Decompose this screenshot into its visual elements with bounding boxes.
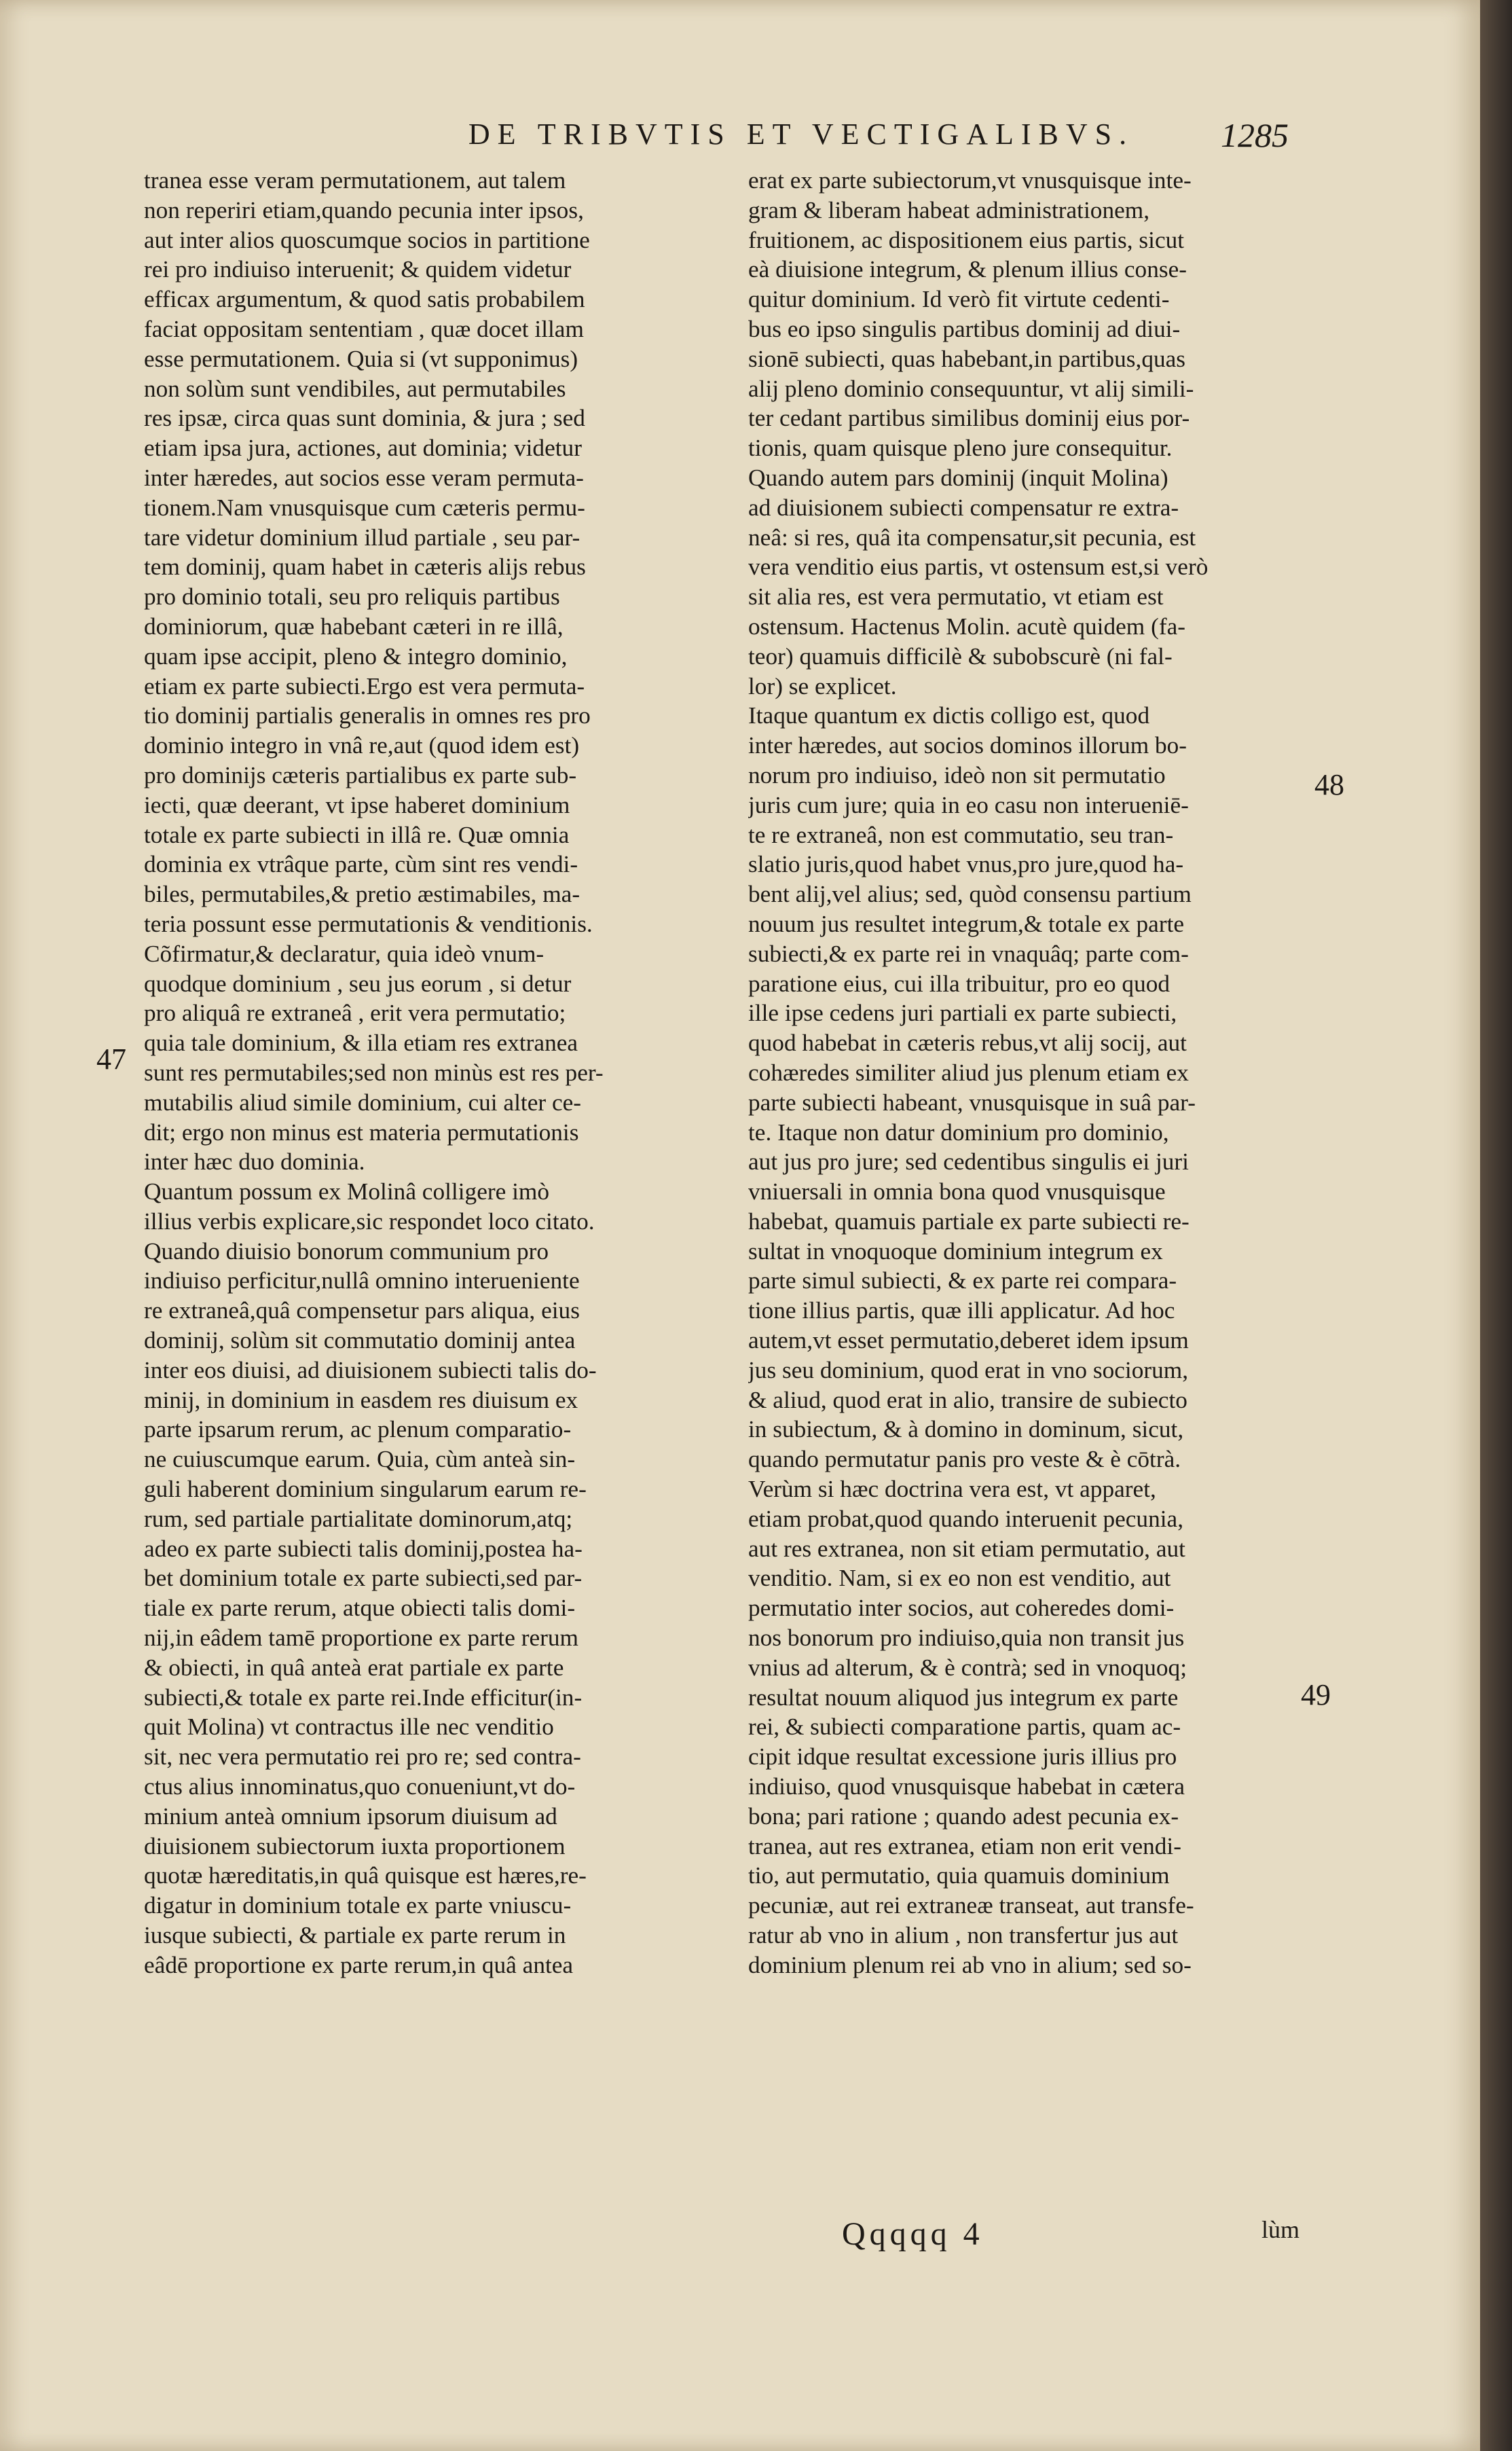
text-line: permutatio inter socios, aut coheredes domi- <box>748 1595 1175 1622</box>
text-line: sultat in vnoquoque dominium integrum ex <box>748 1237 1163 1265</box>
text-line: cipit idque resultat excessione juris illius pro <box>748 1743 1177 1771</box>
text-line: te re extraneâ, non est commutatio, seu tran- <box>748 821 1174 848</box>
right-text-column <box>748 166 1313 1980</box>
text-line: parte simul subiecti, & ex parte rei compara- <box>748 1267 1177 1294</box>
text-line: non reperiri etiam,quando pecunia inter ipsos, <box>144 196 584 223</box>
text-line: pro dominijs cæteris partialibus ex parte sub- <box>144 761 577 788</box>
text-line: minium anteà omnium ipsorum diuisum ad <box>144 1802 557 1830</box>
text-line: tranea, aut res extranea, etiam non erit vendi- <box>748 1832 1181 1859</box>
text-line: inter hæc duo dominia. <box>144 1148 365 1176</box>
text-line: parte subiecti habeant, vnusquisque in suâ par- <box>748 1089 1196 1116</box>
text-line: rum, sed partiale partialitate dominorum,atq; <box>144 1505 573 1532</box>
text-line: bona; pari ratione ; quando adest pecunia ex- <box>748 1802 1179 1830</box>
text-line: quod habebat in cæteris rebus,vt alij socij, aut <box>748 1030 1187 1057</box>
text-line: sionē subiecti, quas habebant,in partibus,quas <box>748 345 1186 372</box>
text-line: etiam ipsa jura, actiones, aut dominia; videtur <box>144 435 582 462</box>
text-line: faciat oppositam sententiam , quæ docet illam <box>144 315 584 342</box>
text-line: lor) se explicet. <box>748 672 897 700</box>
text-line: erat ex parte subiectorum,vt vnusquisque inte- <box>748 167 1192 194</box>
left-text-column <box>144 166 709 1980</box>
text-line: non solùm sunt vendibiles, aut permutabiles <box>144 375 566 402</box>
text-line: sunt res permutabiles;sed non minùs est res per- <box>144 1059 604 1086</box>
text-line: te. Itaque non datur dominium pro dominio, <box>748 1119 1169 1146</box>
text-line: subiecti,& totale ex parte rei.Inde efficitur(in- <box>144 1684 583 1711</box>
text-line: Quando diuisio bonorum communium pro <box>144 1237 549 1265</box>
text-line: quia tale dominium, & illa etiam res extranea <box>144 1030 578 1057</box>
text-line: tranea esse veram permutationem, aut talem <box>144 167 566 194</box>
text-line: dominij, solùm sit commutatio dominij antea <box>144 1327 576 1354</box>
text-line: quit Molina) vt contractus ille nec venditio <box>144 1713 554 1741</box>
text-line: vniuersali in omnia bona quod vnusquisque <box>748 1178 1166 1205</box>
text-line: iecti, quæ deerant, vt ipse haberet dominium <box>144 791 570 818</box>
text-line: bent alij,vel alius; sed, quòd consensu partium <box>748 881 1192 908</box>
text-line: iusque subiecti, & partiale ex parte rerum in <box>144 1922 566 1949</box>
text-line: mutabilis aliud simile dominium, cui alter ce- <box>144 1089 582 1116</box>
text-line: biles, permutabiles,& pretio æstimabiles, ma- <box>144 881 580 908</box>
text-line: habebat, quamuis partiale ex parte subiecti re- <box>748 1208 1190 1235</box>
text-line: bet dominium totale ex parte subiecti,sed par- <box>144 1565 583 1592</box>
text-line: pecuniæ, aut rei extraneæ transeat, aut transfe- <box>748 1892 1194 1919</box>
text-line: quando permutatur panis pro veste & è cōtrà. <box>748 1446 1181 1473</box>
text-line: juris cum jure; quia in eo casu non interueniē- <box>748 791 1189 818</box>
text-line: dit; ergo non minus est materia permutationis <box>144 1119 579 1146</box>
text-line: efficax argumentum, & quod satis probabilem <box>144 286 585 313</box>
text-line: re extraneâ,quâ compensetur pars aliqua, eius <box>144 1297 580 1324</box>
text-line: resultat nouum aliquod jus integrum ex parte <box>748 1684 1179 1711</box>
running-title: DE TRIBVTIS ET VECTIGALIBVS. <box>468 117 1135 151</box>
text-line: dominiorum, quæ habebant cæteri in re illâ, <box>144 613 564 640</box>
text-line: inter eos diuisi, ad diuisionem subiecti talis do- <box>144 1356 597 1383</box>
text-line: fruitionem, ac dispositionem eius partis, sicut <box>748 226 1185 253</box>
text-line: minij, in dominium in easdem res diuisum ex <box>144 1386 578 1413</box>
text-line: pro aliquâ re extraneâ , erit vera permutatio; <box>144 1000 566 1027</box>
text-line: quotæ hæreditatis,in quâ quisque est hæres,re- <box>144 1862 587 1889</box>
text-line: neâ: si res, quâ ita compensatur,sit pecunia, est <box>748 524 1196 551</box>
text-line: Verùm si hæc doctrina vera est, vt apparet, <box>748 1476 1156 1503</box>
text-line: tio dominij partialis generalis in omnes res pro <box>144 702 591 729</box>
text-line: res ipsæ, circa quas sunt dominia, & jura ; sed <box>144 405 585 432</box>
text-line: & aliud, quod erat in alio, transire de subiecto <box>748 1386 1187 1413</box>
text-line: ctus alius innominatus,quo conueniunt,vt do- <box>144 1773 576 1800</box>
signature-mark: Qqqqq 4 <box>842 2216 984 2252</box>
page-edge-shadow <box>1480 0 1512 2451</box>
text-line: diuisionem subiectorum iuxta proportionem <box>144 1832 566 1859</box>
text-line: aut inter alios quoscumque socios in partitione <box>144 226 590 253</box>
text-line: nos bonorum pro indiuiso,quia non transit jus <box>748 1624 1185 1652</box>
text-line: venditio. Nam, si ex eo non est venditio, aut <box>748 1565 1171 1592</box>
text-line: autem,vt esset permutatio,deberet idem ipsum <box>748 1327 1189 1354</box>
text-line: illius verbis explicare,sic respondet loco citato. <box>144 1208 595 1235</box>
text-line: aut jus pro jure; sed cedentibus singulis ei juri <box>748 1148 1189 1176</box>
text-line: rei pro indiuiso interuenit; & quidem videtur <box>144 256 572 283</box>
text-line: indiuiso perficitur,nullâ omnino interueniente <box>144 1267 580 1294</box>
text-line: quitur dominium. Id verò fit virtute cedenti- <box>748 286 1170 313</box>
catchword: lùm <box>1261 2216 1300 2243</box>
text-line: tio, aut permutatio, quia quamuis dominium <box>748 1862 1170 1889</box>
marginal-number-47: 47 <box>96 1042 126 1076</box>
text-line: ter cedant partibus similibus dominij eius por- <box>748 405 1190 432</box>
text-line: vera venditio eius partis, vt ostensum est,si verò <box>748 553 1209 581</box>
text-line: ne cuiuscumque earum. Quia, cùm anteà sin- <box>144 1446 576 1473</box>
text-line: teria possunt esse permutationis & venditionis. <box>144 910 593 937</box>
text-line: guli haberent dominium singularum earum re- <box>144 1476 587 1503</box>
text-line: paratione eius, cui illa tribuitur, pro eo quod <box>748 970 1170 997</box>
text-line: bus eo ipso singulis partibus dominij ad diui- <box>748 315 1181 342</box>
text-line: inter hæredes, aut socios esse veram permuta- <box>144 464 584 491</box>
marginal-number-49: 49 <box>1301 1678 1331 1711</box>
text-line: eà diuisione integrum, & plenum illius conse- <box>748 256 1187 283</box>
text-line: quodque dominium , seu jus eorum , si detur <box>144 970 572 997</box>
text-line: Cõfirmatur,& declaratur, quia ideò vnum- <box>144 940 545 967</box>
text-line: Quando autem pars dominij (inquit Molina) <box>748 464 1168 491</box>
text-line: inter hæredes, aut socios dominos illorum bo- <box>748 732 1187 759</box>
text-line: sit alia res, est vera permutatio, vt etiam est <box>748 583 1164 611</box>
text-line: sit, nec vera permutatio rei pro re; sed contra- <box>144 1743 581 1771</box>
text-line: pro dominio totali, seu pro reliquis partibus <box>144 583 560 611</box>
text-line: parte ipsarum rerum, ac plenum comparatio- <box>144 1416 572 1443</box>
text-line: Itaque quantum ex dictis colligo est, quod <box>748 702 1150 729</box>
text-line: digatur in dominium totale ex parte vniuscu- <box>144 1892 572 1919</box>
text-line: ille ipse cedens juri partiali ex parte subiecti, <box>748 1000 1177 1027</box>
text-line: ratur ab vno in alium , non transfertur jus aut <box>748 1922 1179 1949</box>
text-line: tare videtur dominium illud partiale , seu par- <box>144 524 580 551</box>
text-line: rei, & subiecti comparatione partis, quam ac- <box>748 1713 1181 1741</box>
text-line: alij pleno dominio consequuntur, vt alij simili- <box>748 375 1194 402</box>
text-line: esse permutationem. Quia si (vt supponimus) <box>144 345 578 372</box>
text-line: aut res extranea, non sit etiam permutatio, aut <box>748 1535 1185 1562</box>
text-line: indiuiso, quod vnusquisque habebat in cætera <box>748 1773 1185 1800</box>
text-line: tionem.Nam vnusquisque cum cæteris permu- <box>144 494 585 521</box>
text-line: tiale ex parte rerum, atque obiecti talis domi- <box>144 1595 576 1622</box>
text-line: etiam ex parte subiecti.Ergo est vera permuta- <box>144 672 585 700</box>
text-line: dominio integro in vnâ re,aut (quod idem est) <box>144 732 580 759</box>
text-line: norum pro indiuiso, ideò non sit permutatio <box>748 761 1166 788</box>
text-line: nouum jus resultet integrum,& totale ex parte <box>748 910 1185 937</box>
text-line: eâdē proportione ex parte rerum,in quâ antea <box>144 1951 574 1978</box>
text-line: slatio juris,quod habet vnus,pro jure,quod ha- <box>748 851 1184 878</box>
text-line: vnius ad alterum, & è contrà; sed in vnoquoq; <box>748 1654 1187 1681</box>
text-line: adeo ex parte subiecti talis dominij,postea ha- <box>144 1535 583 1562</box>
text-line: ostensum. Hactenus Molin. acutè quidem (fa- <box>748 613 1185 640</box>
text-line: gram & liberam habeat administrationem, <box>748 196 1150 223</box>
page-number: 1285 <box>1221 116 1289 154</box>
text-line: tione illius partis, quæ illi applicatur. Ad hoc <box>748 1297 1175 1324</box>
text-line: etiam probat,quod quando interuenit pecunia, <box>748 1505 1184 1532</box>
text-line: jus seu dominium, quod erat in vno sociorum, <box>748 1356 1189 1383</box>
text-line: ad diuisionem subiecti compensatur re extra- <box>748 494 1179 521</box>
text-line: subiecti,& ex parte rei in vnaquâq; parte com- <box>748 940 1189 967</box>
text-line: quam ipse accipit, pleno & integro dominio, <box>144 642 568 670</box>
text-line: Quantum possum ex Molinâ colligere imò <box>144 1178 550 1205</box>
text-line: teor) quamuis difficilè & subobscurè (ni fal- <box>748 642 1173 670</box>
text-line: totale ex parte subiecti in illâ re. Quæ omnia <box>144 821 570 848</box>
text-line: cohæredes similiter aliud jus plenum etiam ex <box>748 1059 1189 1086</box>
text-line: tionis, quam quisque pleno jure consequitur. <box>748 435 1173 462</box>
marginal-number-48: 48 <box>1314 768 1344 801</box>
text-line: dominia ex vtrâque parte, cùm sint res vendi- <box>144 851 578 878</box>
text-line: tem dominij, quam habet in cæteris alijs rebus <box>144 553 586 581</box>
text-line: & obiecti, in quâ anteà erat partiale ex parte <box>144 1654 564 1681</box>
text-line: nij,in eâdem tamē proportione ex parte rerum <box>144 1624 578 1652</box>
text-line: dominium plenum rei ab vno in alium; sed so- <box>748 1951 1192 1978</box>
text-line: in subiectum, & à domino in dominum, sicut, <box>748 1416 1184 1443</box>
